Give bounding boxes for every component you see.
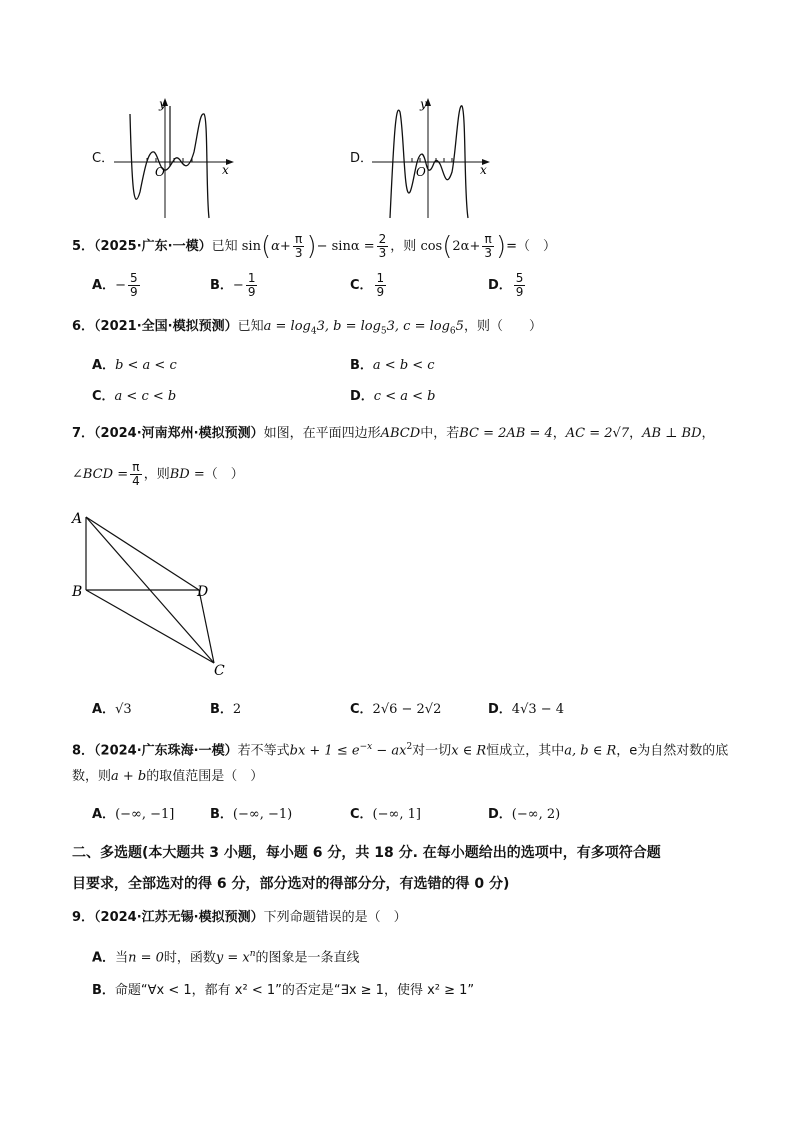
q8-option-c (350, 806, 421, 824)
q5-option-b-num: 1 (247, 271, 256, 285)
q8-source: （2024·广东珠海·一模） (94, 743, 238, 759)
q5-frac-pi3 (293, 233, 305, 260)
q5-paren-close: ) (306, 231, 317, 262)
graph-c-y-label: y (159, 97, 166, 111)
q7-pi: π (130, 461, 142, 475)
question-8 (72, 738, 728, 760)
q7-frac (130, 461, 142, 488)
q8-option-b (210, 806, 292, 824)
q7-text: 如图，在平面四边形 (263, 426, 381, 441)
q5-three-c: 3 (484, 246, 492, 260)
q8-text-4: ，e为自然对数的底 (616, 743, 729, 759)
option-d-label: D． (350, 151, 374, 166)
q5-option-c-num: 1 (376, 271, 385, 285)
q5-option-d-frac (514, 272, 526, 299)
graph-c (110, 92, 240, 222)
q5-three-b: 3 (378, 246, 387, 260)
q7-bd: BD = (169, 467, 205, 482)
q9-option-b-text: 命题“∀x < 1，都有 x² < 1”的否定是“∃x ≥ 1，使得 x² ≥ 1” (114, 983, 475, 998)
q7-option-b-label: B． (210, 702, 233, 717)
q7-option-a-value: √3 (115, 702, 132, 717)
q7-option-d-label: D． (488, 702, 512, 717)
q6-option-c (92, 388, 176, 406)
q6-option-c-value: a < c < b (114, 389, 177, 404)
q8-option-a (92, 806, 174, 824)
q5-option-b (210, 272, 259, 299)
q6-option-c-label: C． (92, 389, 115, 404)
q7-source: （2024·河南郑州·模拟预测） (94, 426, 264, 441)
q7-option-a (92, 701, 132, 719)
q5-option-b-sign: − (232, 278, 244, 293)
q7-point-c: C (214, 663, 225, 679)
q9-option-a (92, 945, 360, 967)
q5-option-a-frac (128, 272, 140, 299)
q8-option-b-value: (−∞, −1) (232, 807, 293, 822)
q8-ineq: bx + 1 ≤ e (289, 743, 360, 759)
q8-option-a-value: (−∞, −1] (115, 807, 175, 822)
q5-sin: sin (241, 239, 261, 254)
q7-bc: BC = 2AB = 4 (459, 426, 553, 441)
q5-option-b-label: B． (210, 278, 233, 293)
q7-option-a-label: A． (92, 702, 116, 717)
q7-quadrilateral-figure (66, 505, 236, 680)
q7-option-d (488, 701, 564, 719)
q8-apb: a + b (111, 769, 147, 784)
q7-point-b: B (72, 584, 83, 600)
q6-number: 6． (72, 319, 95, 334)
q7-blank: （ ） (204, 467, 244, 482)
q5-option-c-den: 9 (376, 285, 385, 299)
q9-number: 9． (72, 910, 95, 925)
q5-two-alpha: 2α (452, 239, 470, 254)
section-2-heading-line-2: 目要求，全部选对的得 6 分，部分选对的得部分分，有选错的得 0 分) (72, 876, 510, 892)
q7-point-d: D (197, 584, 209, 600)
graph-d-origin: O (416, 165, 426, 179)
q8-abr: a, b ∈ R (564, 743, 617, 759)
q5-two: 2 (378, 232, 387, 246)
q8-option-d-label: D． (488, 807, 512, 822)
question-7-line-2 (72, 461, 244, 488)
q6-option-d (350, 388, 435, 406)
q7-sep: ， (552, 426, 566, 441)
q7-ac: AC = 2√7 (565, 426, 630, 441)
question-8-line-2 (72, 768, 263, 786)
q5-pi-b: π (482, 233, 494, 247)
q8-option-a-label: A． (92, 807, 116, 822)
q8-sup-2: 2 (406, 742, 413, 752)
q7-option-b (210, 701, 241, 719)
q5-minus-sin: − sinα = (316, 239, 375, 254)
q5-option-d-label: D． (488, 278, 512, 293)
q5-number: 5． (72, 239, 95, 254)
q6-source: （2021·全国·模拟预测） (94, 319, 238, 334)
q5-option-b-frac (246, 272, 258, 299)
q5-option-c (350, 272, 388, 299)
q5-frac-23 (377, 233, 389, 260)
q5-option-b-den: 9 (247, 285, 256, 299)
q5-source: （2025·广东·一模） (94, 239, 212, 254)
q7-point-a: A (72, 511, 83, 527)
q7-text-2: 中，若 (420, 426, 460, 441)
q9-option-a-text-1: 当 (115, 950, 129, 966)
q8-text-2: 对一切 (412, 743, 452, 759)
q8-option-d-value: (−∞, 2) (511, 807, 561, 822)
q6-sub3: 6 (449, 326, 456, 337)
q8-option-c-label: C． (350, 807, 373, 822)
q6-expr-c: 3, c = log (386, 319, 450, 334)
q8-ineq-2: − ax (372, 743, 407, 759)
graph-d-y-label: y (420, 97, 427, 111)
option-c-label: C． (92, 151, 115, 166)
q6-expr-b: 3, b = log (316, 319, 381, 334)
q7-comma: ， (701, 426, 715, 441)
q5-option-a-label: A． (92, 278, 116, 293)
q6-option-b-value: a < b < c (372, 358, 435, 373)
q7-number: 7． (72, 426, 95, 441)
q5-option-d-num: 5 (515, 271, 524, 285)
q9-option-a-label: A． (92, 950, 116, 966)
graph-c-origin: O (155, 165, 165, 179)
q5-paren-close-2: ) (495, 231, 507, 262)
question-6 (72, 318, 542, 341)
q5-paren-open: ( (260, 231, 272, 262)
question-5 (72, 233, 556, 260)
q6-sub2: 5 (380, 326, 387, 337)
q7-option-c (350, 701, 441, 719)
q8-option-d (488, 806, 560, 824)
q6-sub1: 4 (310, 326, 317, 337)
q9-option-a-y: y = x (215, 950, 250, 966)
graph-d-x-label: x (480, 163, 487, 177)
q9-text: 下列命题错误的是（ ） (263, 910, 407, 925)
q5-option-c-label: C． (350, 278, 373, 293)
q6-expr-a: a = log (263, 319, 311, 334)
q5-option-a-sign: − (115, 278, 126, 293)
q6-option-d-label: D． (350, 389, 374, 404)
q9-option-a-text-2: 时，函数 (163, 950, 216, 966)
question-9 (72, 909, 407, 927)
q7-abcd: ABCD (380, 426, 421, 441)
q8-line2-b: 的取值范围是（ ） (146, 769, 264, 784)
q8-sup: −x (359, 742, 373, 752)
q5-text: 已知 (211, 239, 238, 254)
q9-option-b (92, 982, 474, 1000)
q6-option-b-label: B． (350, 358, 373, 373)
q8-text: 若不等式 (237, 743, 290, 759)
question-7 (72, 425, 715, 443)
q7-option-c-value: 2√6 − 2√2 (372, 702, 442, 717)
q5-paren-open-2: ( (442, 231, 453, 262)
q6-option-d-value: c < a < b (373, 389, 436, 404)
q5-option-a-num: 5 (129, 271, 138, 285)
q8-option-b-label: B． (210, 807, 233, 822)
q9-option-b-label: B． (92, 983, 115, 998)
q7-perp: AB ⊥ BD (642, 426, 702, 441)
q7-option-d-value: 4√3 − 4 (511, 702, 565, 717)
section-2-heading-line-1: 二、多选题(本大题共 3 小题，每小题 6 分，共 18 分. 在每小题给出的选项中，有多项符合题 (72, 845, 661, 861)
q9-option-a-n: n = 0 (128, 950, 164, 966)
q5-cos: cos (420, 239, 443, 254)
q7-four: 4 (132, 474, 140, 488)
q9-option-a-sup: n (249, 949, 256, 959)
q9-source: （2024·江苏无锡·模拟预测） (94, 910, 264, 925)
q6-option-a-value: b < a < c (115, 358, 177, 373)
q7-option-b-value: 2 (232, 702, 242, 717)
q5-option-d-den: 9 (515, 285, 524, 299)
q9-option-a-text-3: 的图象是一条直线 (255, 950, 360, 966)
q5-option-c-frac (375, 272, 387, 299)
q6-option-a (92, 357, 177, 375)
q7-sep-2: ， (629, 426, 643, 441)
graph-c-x-label: x (222, 163, 229, 177)
q5-frac-pi3-b (482, 233, 494, 260)
graph-d (368, 92, 498, 222)
q8-number: 8． (72, 743, 95, 759)
q5-option-d (488, 272, 527, 299)
q5-three: 3 (294, 246, 303, 260)
q5-then: ，则 (390, 239, 417, 254)
q8-text-3: 恒成立，其中 (486, 743, 565, 759)
q5-option-a-den: 9 (129, 285, 138, 299)
q8-option-c-value: (−∞, 1] (372, 807, 421, 822)
q5-blank: =（ ） (506, 239, 557, 254)
q8-line2-a: 数，则 (72, 769, 112, 784)
q6-text-2: ，则（ ） (463, 319, 542, 334)
q8-xr: x ∈ R (451, 743, 487, 759)
q5-alpha: α (271, 239, 280, 254)
q5-plus: + (279, 239, 291, 254)
q5-option-a (92, 272, 142, 299)
q7-option-c-label: C． (350, 702, 373, 717)
q6-expr-d: 5 (455, 319, 464, 334)
q6-option-a-label: A． (92, 358, 116, 373)
q5-plus-2: + (469, 239, 481, 254)
q6-option-b (350, 357, 435, 375)
q6-text: 已知 (237, 319, 264, 334)
q7-then: ，则 (143, 467, 170, 482)
q7-angle: ∠BCD = (72, 467, 129, 482)
q5-pi: π (293, 233, 305, 247)
